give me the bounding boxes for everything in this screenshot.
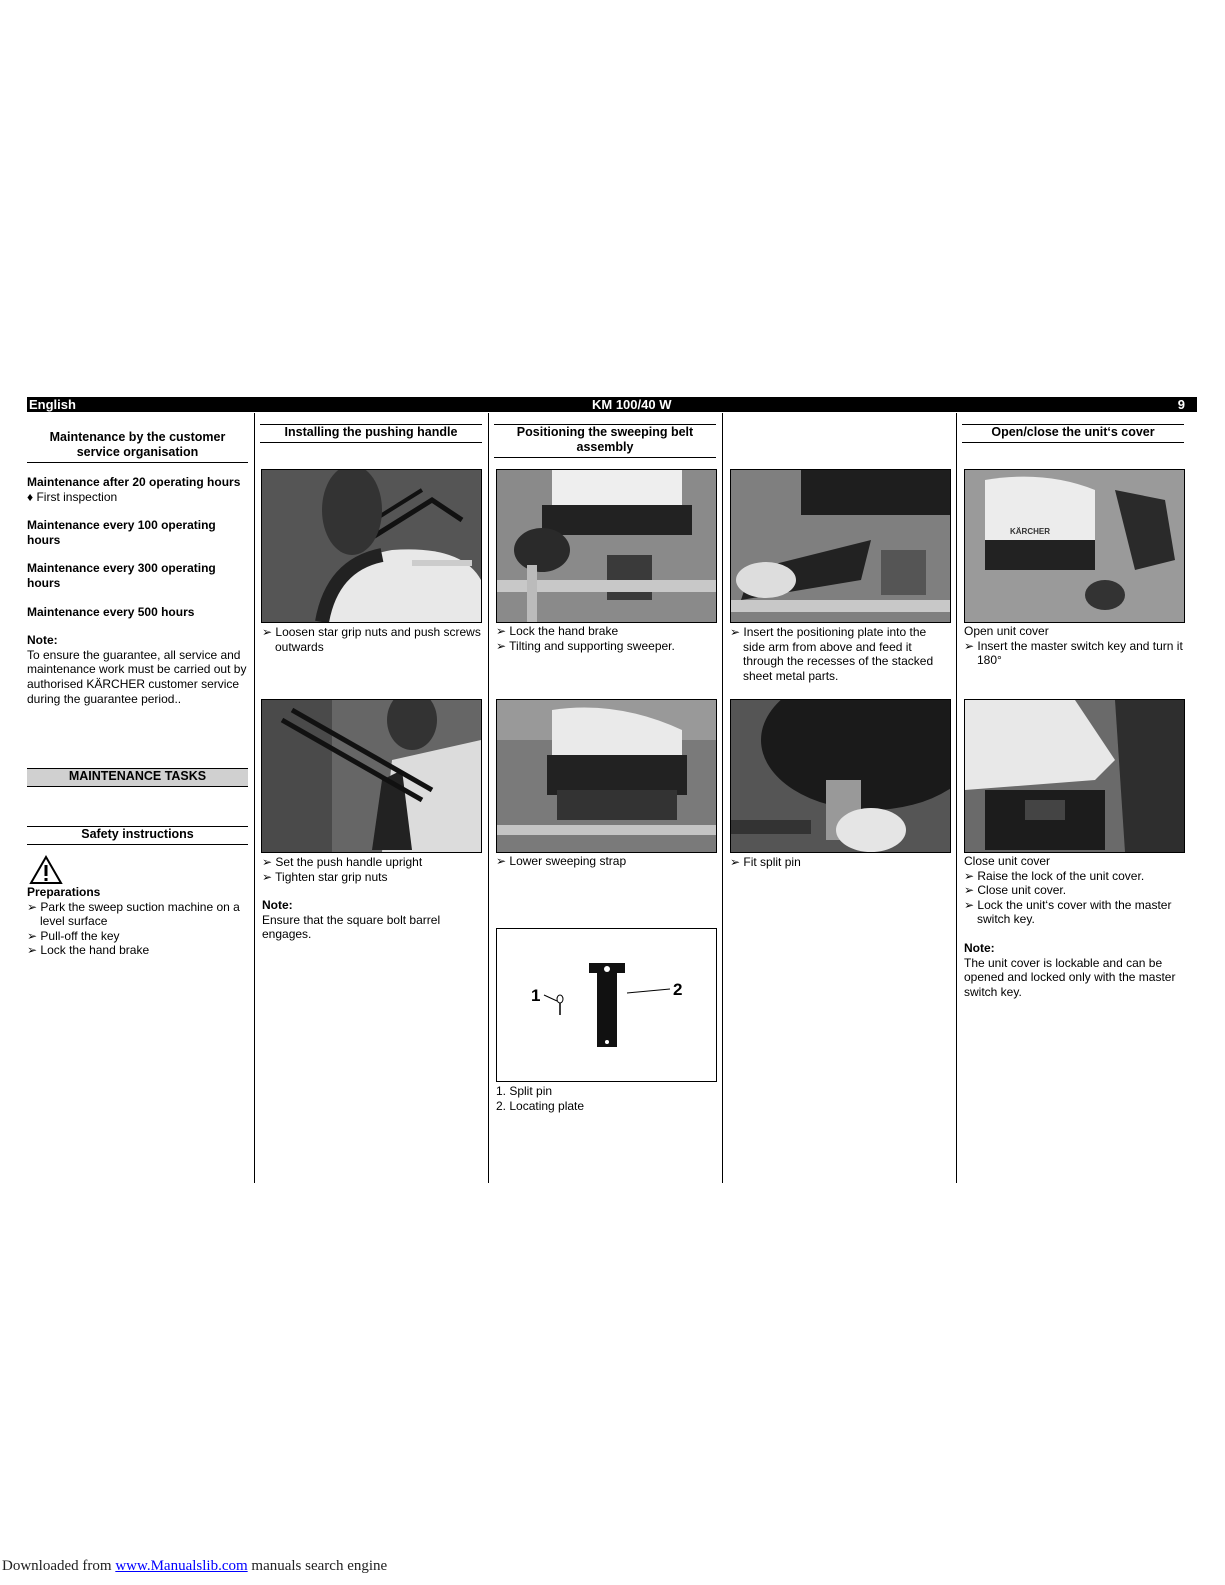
step-item: ➢ Lock the unit‘s cover with the master switch key. <box>964 897 1172 927</box>
photo-lower-strap <box>496 699 717 853</box>
column-maintenance <box>27 430 248 706</box>
section-title-pushing-handle: Installing the pushing handle <box>260 424 482 443</box>
open-cover-steps <box>964 624 1186 668</box>
section-title-maintenance <box>27 430 248 463</box>
column-divider <box>254 413 255 1183</box>
step-text: Fit split pin <box>743 855 801 869</box>
diagram-legend <box>496 1084 718 1113</box>
download-footer <box>2 1558 387 1575</box>
note-text: The unit cover is lockable and can be opened and locked only with the master switch key. <box>964 955 1176 999</box>
step-text: Set the push handle upright <box>275 855 423 869</box>
diagram-locating-plate <box>496 928 717 1082</box>
footer-prefix: Downloaded from <box>2 1558 116 1574</box>
manualslib-link[interactable]: www.Manualslib.com <box>115 1558 248 1574</box>
step-text: Insert the master switch key and turn it 180° <box>977 638 1183 668</box>
step-text: Close unit cover. <box>977 883 1067 898</box>
photo-handle-upright <box>261 699 482 853</box>
note-text: Ensure that the square bolt barrel engages. <box>262 912 441 942</box>
maintenance-20h-heading: Maintenance after 20 operating hours <box>27 475 241 489</box>
maintenance-20h-item: ♦ First inspection <box>27 489 118 504</box>
column-divider <box>956 413 957 1183</box>
safety-section <box>27 826 248 958</box>
step-item: ➢ Tighten star grip nuts <box>262 869 388 884</box>
legend-item: 2. Locating plate <box>496 1098 585 1113</box>
step-item: ➢ Set the push handle upright <box>262 855 423 869</box>
prep-item: ➢ Pull-off the key <box>27 928 120 943</box>
title-line: service organisation <box>76 445 199 459</box>
photo-insert-plate <box>730 469 951 623</box>
step-item: ➢ Lock the hand brake <box>496 624 619 638</box>
step-text: Tilting and supporting sweeper. <box>509 638 675 653</box>
maintenance-300h-heading: Maintenance every 300 operating hours <box>27 561 216 590</box>
column-unit-cover <box>962 424 1184 443</box>
step-item: ➢ Close unit cover. <box>964 883 1067 898</box>
page-number: 9 <box>1177 397 1185 412</box>
item-text: Pull-off the key <box>40 928 120 943</box>
prep-item: ➢ Park the sweep suction machine on a level surface <box>27 899 240 929</box>
close-cover-steps <box>964 854 1186 999</box>
step-item: ➢ Lower sweeping strap <box>496 854 627 868</box>
step-item: ➢ Insert the positioning plate into the side arm from above and feed it through the recesses of the stacked sheet metal parts. <box>730 625 934 683</box>
tasks-section <box>27 768 248 787</box>
language-label: English <box>29 397 76 412</box>
model-label: KM 100/40 W <box>592 397 672 412</box>
item-text: Lock the hand brake <box>40 943 150 958</box>
prep-item: ➢ Lock the hand brake <box>27 943 150 958</box>
step-insert-plate <box>730 625 950 683</box>
photo-tilting-sweeper <box>496 469 717 623</box>
step-lower-strap <box>496 854 718 869</box>
note-label: Note: <box>964 940 995 955</box>
note-text: To ensure the guarantee, all service and maintenance work must be carried out by authorised KÄRCHER customer service during the guarantee period.. <box>27 647 247 706</box>
page-header-bar <box>27 397 1197 412</box>
step-item: ➢ Fit split pin <box>730 855 801 869</box>
photo-fit-split-pin <box>730 699 951 853</box>
section-title-safety: Safety instructions <box>27 826 248 845</box>
step-text: Tighten star grip nuts <box>275 869 388 884</box>
steps-upright <box>262 855 482 942</box>
step-fit-pin <box>730 855 950 870</box>
step-text: Lock the unit‘s cover with the master switch key. <box>977 897 1172 927</box>
maintenance-100h-heading: Maintenance every 100 operating hours <box>27 518 216 547</box>
step-text: Lower sweeping strap <box>509 854 627 868</box>
column-divider <box>488 413 489 1183</box>
section-title-unit-cover: Open/close the unit‘s cover <box>962 424 1184 443</box>
item-text: Park the sweep suction machine on a level surface <box>40 899 240 929</box>
photo-open-cover <box>964 469 1185 623</box>
close-cover-label: Close unit cover <box>964 854 1051 868</box>
section-title-tasks: MAINTENANCE TASKS <box>27 768 248 787</box>
step-loosen <box>262 625 482 654</box>
step-text: ➢ Loosen star grip nuts and push screws outwards <box>262 625 481 654</box>
brand-label: KÄRCHER <box>1010 527 1050 536</box>
open-cover-label: Open unit cover <box>964 624 1049 638</box>
photo-loosen-nuts <box>261 469 482 623</box>
note-label: Note: <box>262 898 293 913</box>
step-text: Insert the positioning plate into the side arm from above and feed it through the recesses of the stacked sheet metal parts. <box>743 625 934 683</box>
section-title-sweeping-belt: Positioning the sweeping belt assembly <box>494 424 716 458</box>
item-text: First inspection <box>36 489 118 504</box>
maintenance-500h-heading: Maintenance every 500 hours <box>27 604 195 619</box>
preparations-label: Preparations <box>27 885 101 899</box>
step-item: ➢ Insert the master switch key and turn it 180° <box>964 638 1183 668</box>
photo-close-cover <box>964 699 1185 853</box>
step-text: Raise the lock of the unit cover. <box>977 868 1145 883</box>
footer-suffix: manuals search engine <box>247 1558 388 1574</box>
note-label: Note: <box>27 633 58 648</box>
title-line: Maintenance by the customer <box>49 430 226 444</box>
step-item: ➢ Tilting and supporting sweeper. <box>496 638 675 653</box>
column-sweeping-belt <box>494 424 716 458</box>
column-divider <box>722 413 723 1183</box>
legend-item: 1. Split pin <box>496 1084 553 1098</box>
step-text: Lock the hand brake <box>509 624 619 638</box>
warning-triangle-icon <box>29 855 63 885</box>
callout-2: 2 <box>673 980 683 999</box>
column-pushing-handle <box>260 424 482 443</box>
callout-1: 1 <box>531 986 541 1005</box>
step-item: ➢ Raise the lock of the unit cover. <box>964 868 1145 883</box>
steps-tilting <box>496 624 718 653</box>
